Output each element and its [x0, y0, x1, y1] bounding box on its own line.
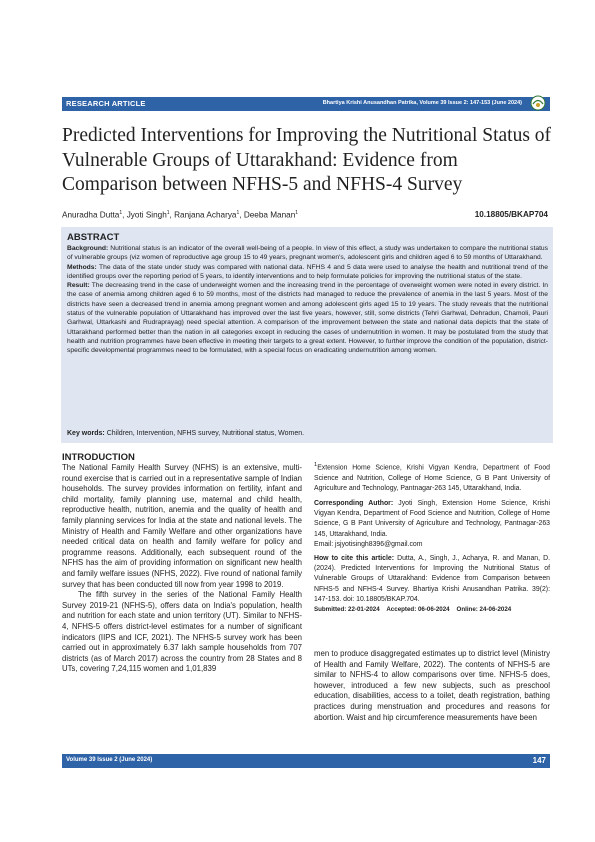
abstract-heading: ABSTRACT	[67, 232, 120, 243]
page-number: 147	[532, 756, 546, 765]
author-affiliation-mark: 1	[295, 210, 299, 216]
submitted-date: Submitted: 22-01-2024	[314, 605, 380, 613]
doi-label[interactable]: 10.18805/BKAP704	[474, 210, 548, 219]
keywords	[67, 430, 304, 437]
intro-paragraph: men to produce disaggregated estimates up to district level (Ministry of Health and Family Welfare, 2022). The contents of NFHS-5 are similar to NFHS-4 to allow comparisons over time. NFHS-5 does, however, introduced a few new subjects, such as preschool education, disabilities, access to a toilet, death registration, bathing practices during menstruation and procedures and reasons for abortion. Waist and hip circumference measurements have been	[314, 649, 550, 722]
affiliation-mark: 1	[314, 462, 318, 468]
article-header-bar	[62, 97, 550, 111]
author-affiliation-mark: 1	[166, 210, 170, 216]
introduction-heading: INTRODUCTION	[62, 452, 135, 463]
journal-logo-icon	[528, 94, 548, 112]
methods-text: The data of the state under study was compared with national data. NFHS 4 and 5 data were used to analyse the health and nutritional trend of the identified groups over the reporting period of 5 years, to identify interventions and to help formulate policies for improving the nutritional status of the state.	[67, 263, 548, 280]
cite-label: How to cite this article:	[314, 554, 395, 562]
corresponding-email[interactable]: Email: jsjyotisingh8396@gmail.com	[314, 540, 423, 548]
methods-label: Methods:	[67, 263, 97, 271]
author-affiliation-mark: 1	[236, 210, 240, 216]
intro-paragraph: The National Family Health Survey (NFHS) is an extensive, multi-round exercise that is carried out in a representative sample of Indian households. The survey provides information on fertility, infant and child mortality, family planning use, maternal and child health, reproductive health, nutrition, anemia and the quality of health and family planning services for India at the state and national levels. The Ministry of Health and Family Welfare and other organizations have needed critical data on health and family welfare for policy and programme reasons. Additionally, each subsequent round of the NFHS has the aim of providing information on significant new health and family welfare issues (NFHS, 2022). Five round of national family survey that has been conducted till now from year 1998 to 2019.	[62, 463, 302, 589]
accepted-date: Accepted: 06-06-2024	[386, 605, 450, 613]
article-title: Predicted Interventions for Improving the Nutritional Status of Vulnerable Groups of Uttarakhand: Evidence from Comparison between NFHS-5 and NFHS-4 Survey	[62, 125, 552, 195]
corresponding-text: Jyoti Singh, Extension Home Science, Krishi Vigyan Kendra, Department of Food Science and Nutrition, College of Home Science, G B Pant University of Agriculture and Technology, Pantnagar-263 145, Uttarakhand, India.	[314, 499, 550, 538]
author-affiliation-mark: 1	[119, 210, 123, 216]
intro-paragraph: The fifth survey in the series of the National Family Health Survey 2019-21 (NFHS-5), offers data on India's population, health and nutrition for each state and union territory (UT). Similar to NFHS-4, NFHS-5 offers district-level estimates for a number of significant indicators (IIPS and ICF, 2021). The NFHS-5 survey work has been carried out in approximately 6.37 lakh sample households from 707 districts (as of March 2017) across the country from 28 States and 8 UTs, covering 7,24,115 women and 1,01,839	[62, 590, 302, 674]
left-column	[62, 463, 302, 675]
author-name: Jyoti Singh	[126, 210, 167, 220]
result-text: The decreasing trend in the case of underweight women and the increasing trend in the percentage of overweight women were noted in every district. In the case of anemia among children aged 6 to 59 months, most of the districts had managed to reduce the prevalence of anemia in the last 5 years. Most of the districts have seen a decreased trend in anemia among pregnant women and among adolescent girls aged 15 to 19 years. The study reveals that the nutritional status of the vulnerable population of Uttarakhand has improved over the last five years, however, still, some districts (Tehri Garhwal, Dehradun, Chamoli, Pauri Garhwal, Uttarkashi and Rudraprayag) need special attention. A comparison of the improvement between the state and national data depicts that the state of Uttarakhand performed better than the nation in all categories except in reducing the cases of undernutrition in women. It may be postulated from the study that health and nutrition programmes have been effective in meeting their targets to a great extent. However, to further improve the condition of the population, district-specific developmental programmes need to be formulated, with a special focus on eradicating undernutrition among women.	[67, 282, 548, 355]
corresponding-label: Corresponding Author:	[314, 499, 394, 507]
footer-volume: Volume 39 Issue 2 (June 2024)	[66, 757, 153, 763]
author-name: Deeba Manan	[243, 210, 296, 220]
keywords-text: Children, Intervention, NFHS survey, Nutritional status, Women.	[106, 430, 305, 437]
affiliation-text: Extension Home Science, Krishi Vigyan Kendra, Department of Food Science and Nutrition, College of Home Science, G B Pant University of Agriculture and Technology, Pantnagar-263 145, Uttarakhand, India.	[314, 464, 550, 492]
journal-citation-header: Bhartiya Krishi Anusandhan Patrika, Volume 39 Issue 2: 147-153 (June 2024)	[322, 100, 522, 106]
keywords-label: Key words:	[67, 430, 105, 437]
cite-text: Dutta, A., Singh, J., Acharya, R. and Manan, D. (2024). Predicted Interventions for Improving the Nutritional Status of Vulnerable Groups of Uttarakhand: Evidence from Comparison between NFHS-5 and NFHS-4 Survey. Bhartiya Krishi Anusandhan Patrika. 39(2): 147-153. doi: 10.18805/BKAP.704.	[314, 554, 550, 603]
article-dates	[314, 605, 550, 615]
right-column-body	[314, 649, 550, 723]
abstract-text	[67, 244, 548, 356]
abstract-box	[61, 227, 553, 443]
author-name: Anuradha Dutta	[62, 210, 120, 220]
page-footer-bar	[62, 754, 550, 768]
result-label: Result:	[67, 282, 90, 290]
background-label: Background:	[67, 245, 109, 252]
online-date: Online: 24-06-2024	[456, 605, 512, 613]
article-type-label: RESEARCH ARTICLE	[66, 99, 146, 108]
author-list: Anuradha Dutta$^1$, Jyoti Singh$^1$, Ranjana Acharya$^1$, Deeba Manan$^1$	[62, 210, 299, 220]
background-text: Nutritional status is an indicator of the overall well-being of a people. In view of this effect, a study was undertaken to compare the nutritional status of vulnerable groups (viz women of reproductive age group 15 to 49 years, pregnant women's, adolescent girls and children aged 6 to 59 months of Uttarakhand.	[67, 245, 548, 262]
author-name: Ranjana Acharya	[174, 210, 237, 220]
right-column-notes	[314, 460, 550, 615]
